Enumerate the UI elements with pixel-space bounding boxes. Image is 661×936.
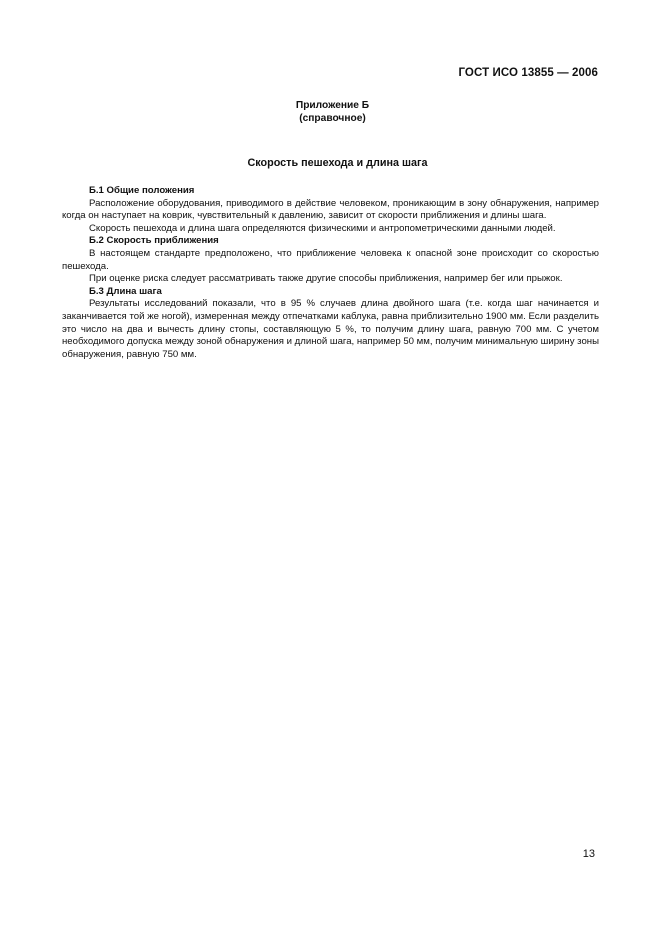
page-number: 13 — [582, 848, 595, 860]
section-b1 — [62, 185, 599, 235]
section-heading: Б.3 Длина шага — [89, 285, 162, 297]
section-b3 — [62, 286, 599, 362]
paragraph: Скорость пешехода и длина шага определяются физическими и антропометрическими данными людей. — [89, 222, 556, 234]
appendix-heading — [0, 99, 661, 125]
document-body — [62, 185, 599, 361]
paragraph: Результаты исследований показали, что в 95 % случаев длина двойного шага (т.е. когда шаг начинается и заканчивается той же ногой), измеренная между отпечатками каблука, равна приблизительно 1900 мм. Если разделить это число на два и вычесть длину стопы, составляющую 5 %, то получим длину шага, равную 700 мм. С учетом необходимого допуска между зоной обнаружения и длиной шага, например 50 мм, получим минимальную ширину зоны обнаружения, равную 750 мм. — [62, 298, 599, 360]
appendix-title: Приложение Б — [295, 100, 370, 111]
section-b2 — [62, 235, 599, 285]
section-heading: Б.1 Общие положения — [89, 185, 195, 196]
appendix-type: (справочное) — [299, 113, 366, 124]
section-heading: Б.2 Скорость приближения — [89, 235, 219, 247]
paragraph: В настоящем стандарте предположено, что приближение человека к опасной зоне происходит со скоростью пешехода. — [62, 247, 599, 272]
standard-code: ГОСТ ИСО 13855 — 2006 — [458, 67, 598, 79]
document-title: Скорость пешехода и длина шага — [247, 157, 428, 169]
paragraph: При оценке риска следует рассматривать также другие способы приближения, например бег или прыжок. — [89, 273, 563, 285]
paragraph: Расположение оборудования, приводимого в действие человеком, проникающим в зону обнаружения, например когда он наступает на коврик, чувствительный к давлению, зависит от скорости приближения и длины шага. — [62, 197, 599, 222]
